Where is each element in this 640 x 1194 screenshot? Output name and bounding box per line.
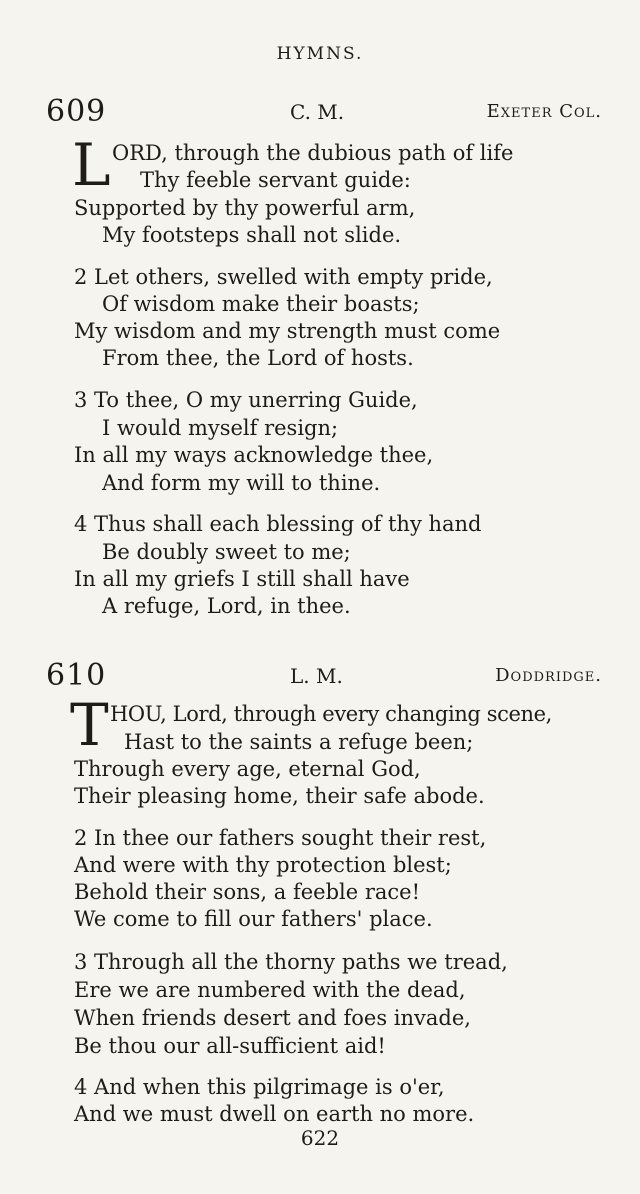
hymn-line: In all my griefs I still shall have xyxy=(74,567,410,591)
hymn-line: Their pleasing home, their safe abode. xyxy=(74,784,485,808)
hymn-line: 2 In thee our fathers sought their rest, xyxy=(74,826,487,850)
hymn-header xyxy=(46,94,602,134)
hymn-line: 4 Thus shall each blessing of thy hand xyxy=(74,512,482,536)
hymn-line: And form my will to thine. xyxy=(102,471,381,495)
running-head: HYMNS. xyxy=(276,44,364,64)
hymn-line: Ere we are numbered with the dead, xyxy=(74,978,466,1002)
hymn-number: 610 xyxy=(46,658,107,693)
hymn-header xyxy=(46,658,602,698)
hymn-line: Hast to the saints a refuge been; xyxy=(124,730,474,754)
hymn-line: Be thou our all-sufficient aid! xyxy=(74,1034,386,1058)
hymn-line: 3 Through all the thorny paths we tread, xyxy=(74,950,508,974)
hymn-line: Through every age, eternal God, xyxy=(74,757,421,781)
hymn-line: I would myself resign; xyxy=(102,416,339,440)
hymn-line: ORD, through the dubious path of life xyxy=(112,141,514,165)
hymn-meter: L. M. xyxy=(290,664,343,688)
hymn-line: 3 To thee, O my unerring Guide, xyxy=(74,388,418,412)
hymn-line: HOU, Lord, through every changing scene, xyxy=(110,702,552,726)
hymn-line: Supported by thy powerful arm, xyxy=(74,196,416,220)
hymn-line: We come to fill our fathers' place. xyxy=(74,907,433,931)
hymn-line: When friends desert and foes invade, xyxy=(74,1006,471,1030)
hymn-line: A refuge, Lord, in thee. xyxy=(102,594,351,618)
hymn-line: Of wisdom make their boasts; xyxy=(102,292,420,316)
hymn-tune: Doddridge. xyxy=(495,665,602,686)
hymn-tune: Exeter Col. xyxy=(486,101,602,122)
hymn-line: Behold their sons, a feeble race! xyxy=(74,880,421,904)
hymn-line: And we must dwell on earth no more. xyxy=(74,1102,475,1126)
hymn-line: 2 Let others, swelled with empty pride, xyxy=(74,265,493,289)
hymn-number: 609 xyxy=(46,94,107,129)
hymn-line: My wisdom and my strength must come xyxy=(74,319,501,343)
hymn-line: And were with thy protection blest; xyxy=(74,853,452,877)
hymn-line: 4 And when this pilgrimage is o'er, xyxy=(74,1075,445,1099)
hymn-line: In all my ways acknowledge thee, xyxy=(74,443,434,467)
hymn-line: Be doubly sweet to me; xyxy=(102,540,351,564)
page-number: 622 xyxy=(300,1126,340,1150)
hymn-meter: C. M. xyxy=(290,100,345,124)
hymn-line: My footsteps shall not slide. xyxy=(102,223,402,247)
hymn-line: From thee, the Lord of hosts. xyxy=(102,346,414,370)
hymn-line: Thy feeble servant guide: xyxy=(140,168,411,192)
drop-cap: L xyxy=(72,131,111,199)
drop-cap: T xyxy=(70,691,109,759)
